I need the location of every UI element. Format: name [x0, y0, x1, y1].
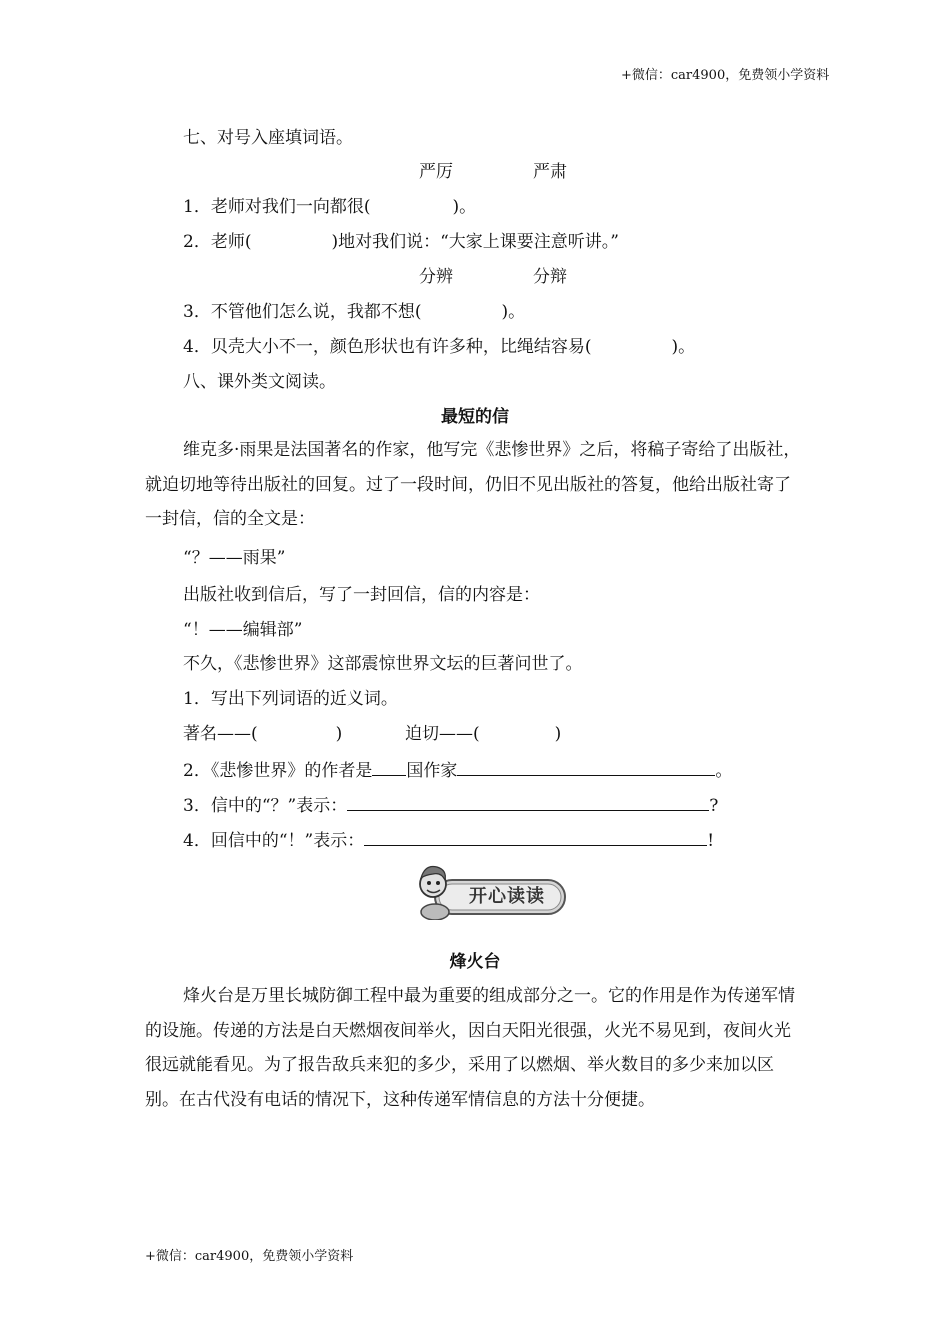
q-text: 1．老师对我们一向都很(: [183, 197, 371, 217]
word-choice-1b: 严肃: [533, 162, 567, 182]
question-8-2: [183, 758, 732, 783]
article-paragraph-3: 不久，《悲惨世界》这部震惊世界文坛的巨著问世了。: [183, 654, 583, 674]
word-choice-2a: 分辨: [419, 267, 453, 287]
reading-paragraph: 烽火台是万里长城防御工程中最为重要的组成部分之一。它的作用是作为传递军情的设施。传递的方法是白天燃烟夜间举火，因白天阳光很强，火光不易见到，夜间火光很远就能看见。为了报告敌兵来犯的多少，采用了以燃烟、举火数目的多少来加以区别。在古代没有电话的情况下，这种传递军情信息的方法十分便捷。: [145, 986, 795, 1110]
section-8-title: 八、课外类文阅读。: [183, 372, 336, 392]
question-7-3: [183, 300, 525, 324]
answer-line[interactable]: [372, 758, 406, 776]
section-7-title: 七、对号入座填词语。: [183, 128, 353, 148]
q-text: !: [707, 831, 715, 851]
question-8-1-title: 1．写出下列词语的近义词。: [183, 689, 398, 709]
word-choice-2b: 分辩: [533, 267, 567, 287]
header-watermark: +微信：car4900，免费领小学资料: [621, 68, 830, 83]
answer-line[interactable]: [457, 758, 715, 776]
reading-title: 烽火台: [449, 952, 501, 972]
question-7-4: [183, 335, 695, 359]
q-text: 。: [715, 761, 733, 781]
happy-reading-badge: [415, 862, 567, 920]
letter-2: “！——编辑部”: [183, 620, 303, 640]
answer-line[interactable]: [364, 828, 707, 846]
q-text: )。: [671, 337, 696, 357]
q-text: )。: [452, 197, 477, 217]
q-text: 2．老师(: [183, 232, 252, 252]
question-7-2: [183, 230, 619, 254]
q-text: ?: [709, 796, 719, 816]
article-title: 最短的信: [441, 407, 509, 427]
q-text: )地对我们说：“大家上课要注意听讲。”: [331, 232, 619, 252]
q-text: 迫切——(: [405, 724, 480, 744]
article-paragraph-1: 维克多·雨果是法国著名的作家，他写完《悲惨世界》之后，将稿子寄给了出版社，就迫切地等待出版社的回复。过了一段时间，仍旧不见出版社的答复，他给出版社寄了一封信，信的全文是：: [145, 440, 801, 529]
badge-text: 开心读读: [469, 886, 545, 907]
q-text: 著名——(: [183, 724, 258, 744]
q-text: 4．回信中的“！”表示：: [183, 831, 365, 851]
word-choice-1a: 严厉: [419, 162, 453, 182]
question-7-1: [183, 195, 476, 219]
question-8-1-b: [405, 722, 561, 746]
article-paragraph-2: 出版社收到信后，写了一封回信，信的内容是：: [183, 585, 540, 605]
q-text: 国作家: [406, 761, 458, 781]
q-text: 3．信中的“？”表示：: [183, 796, 348, 816]
footer-watermark: +微信：car4900，免费领小学资料: [145, 1249, 354, 1264]
question-8-1-a: [183, 722, 342, 746]
question-8-3: [183, 793, 718, 818]
question-8-4: [183, 828, 714, 853]
q-text: )。: [501, 302, 526, 322]
q-text: ): [554, 724, 562, 744]
q-text: ): [335, 724, 343, 744]
q-text: 2．《悲惨世界》的作者是: [183, 761, 373, 781]
q-text: 3．不管他们怎么说，我都不想(: [183, 302, 422, 322]
letter-1: “？——雨果”: [183, 548, 286, 568]
answer-line[interactable]: [347, 793, 709, 811]
q-text: 4．贝壳大小不一，颜色形状也有许多种，比绳结容易(: [183, 337, 592, 357]
